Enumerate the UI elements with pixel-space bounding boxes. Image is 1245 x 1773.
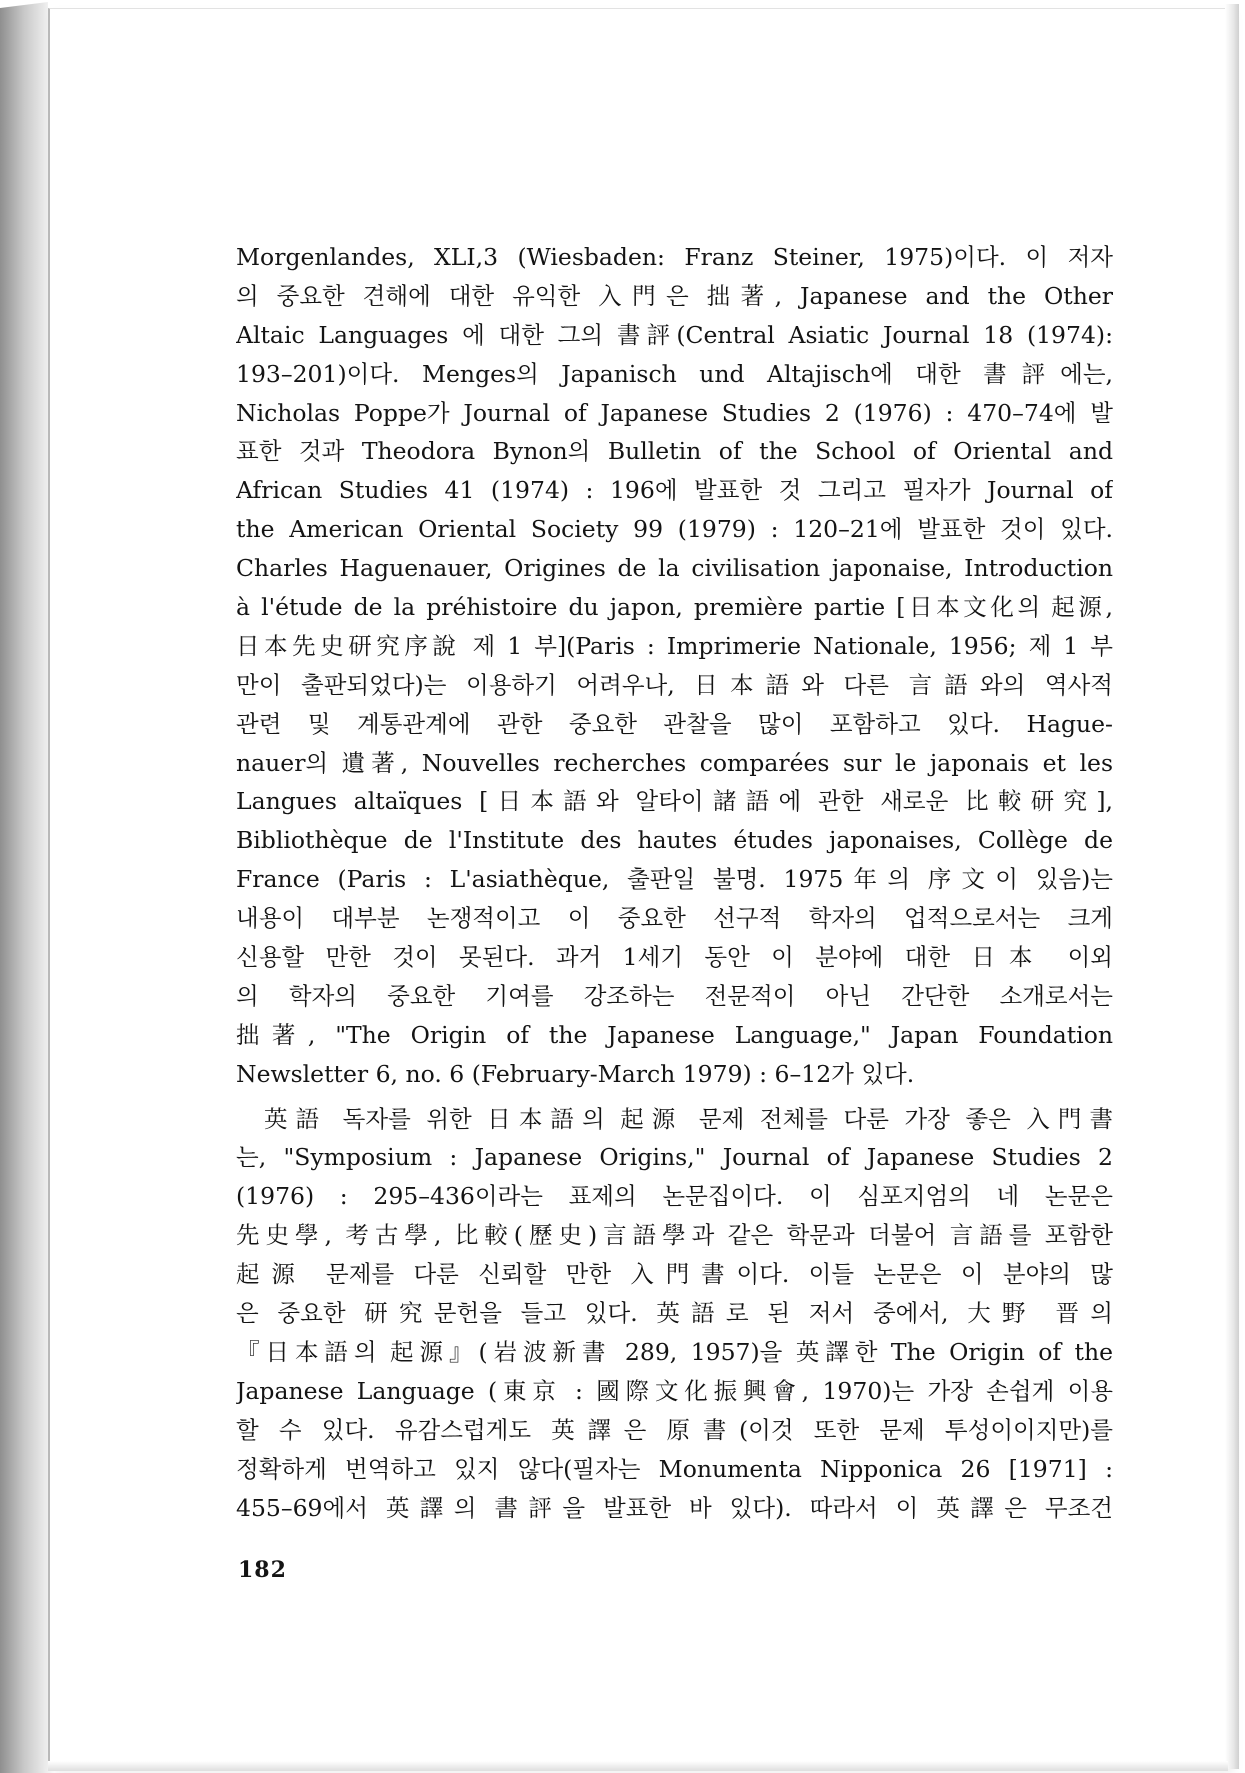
- text-line: Altaic Languages 에 대한 그의 書評(Central Asiatic Journal 18 (1974):: [236, 320, 1113, 349]
- text-line: nauer의 遺著, Nouvelles recherches comparées sur le japonais et les: [236, 748, 1113, 777]
- text-line: France (Paris : L'asiathèque, 출판일 불명. 1975年의 序文이 있음)는: [236, 865, 1113, 894]
- text-line: (1976) : 295–436이라는 표제의 논문집이다. 이 심포지엄의 네 논문은: [236, 1182, 1113, 1211]
- paragraph-2: [236, 1100, 1113, 1528]
- text-line: 관련 및 계통관계에 관한 중요한 관찰을 많이 포함하고 있다. Hague-: [236, 709, 1113, 738]
- text-line: 日本先史研究序說 제 1 부](Paris : Imprimerie Nationale, 1956; 제 1 부: [236, 631, 1113, 660]
- text-line: the American Oriental Society 99 (1979) : 120–21에 발표한 것이 있다.: [236, 515, 1113, 544]
- text-line: 起源 문제를 다룬 신뢰할 만한 入門書이다. 이들 논문은 이 분야의 많: [236, 1260, 1113, 1289]
- paragraph-1: [236, 238, 1113, 1094]
- text-line: Newsletter 6, no. 6 (February-March 1979) : 6–12가 있다.: [236, 1059, 915, 1088]
- text-line: Bibliothèque de l'Institute des hautes études japonaises, Collège de: [236, 826, 1113, 855]
- page-edge-right: [1225, 4, 1239, 1769]
- text-line: 193–201)이다. Menges의 Japanisch und Altajisch에 대한 書評에는,: [236, 359, 1113, 388]
- text-line: 내용이 대부분 논쟁적이고 이 중요한 선구적 학자의 업적으로서는 크게: [236, 904, 1113, 933]
- text-line: 의 중요한 견해에 대한 유익한 入門은 拙著, Japanese and the Other: [236, 281, 1113, 310]
- text-line: 신용할 만한 것이 못된다. 과거 1세기 동안 이 분야에 대한 日本 이외: [236, 943, 1113, 972]
- book-spine-shadow: [0, 0, 54, 1773]
- text-line: 정확하게 번역하고 있지 않다(필자는 Monumenta Nipponica 26 [1971] :: [236, 1454, 1113, 1483]
- text-line: 先史學, 考古學, 比較(歷史)言語學과 같은 학문과 더불어 言語를 포함한: [236, 1221, 1113, 1250]
- text-line: 의 학자의 중요한 기여를 강조하는 전문적이 아닌 간단한 소개로서는: [236, 981, 1113, 1010]
- text-line: à l'étude de la préhistoire du japon, première partie [日本文化의 起源,: [236, 593, 1113, 622]
- text-line: Langues altaïques [日本語와 알타이諸語에 관한 새로운 比較研究],: [236, 787, 1113, 816]
- text-line: 拙著, "The Origin of the Japanese Language," Japan Foundation: [236, 1020, 1113, 1049]
- text-line: Charles Haguenauer, Origines de la civilisation japonaise, Introduction: [236, 554, 1113, 583]
- page-number: 182: [238, 1557, 287, 1583]
- text-line: 표한 것과 Theodora Bynon의 Bulletin of the School of Oriental and: [236, 437, 1113, 466]
- text-line: 할 수 있다. 유감스럽게도 英譯은 原書(이것 또한 문제 투성이이지만)를: [236, 1415, 1113, 1444]
- text-line: 455–69에서 英譯의 書評을 발표한 바 있다). 따라서 이 英譯은 무조건: [236, 1493, 1113, 1522]
- text-line: 는, "Symposium : Japanese Origins," Journal of Japanese Studies 2: [236, 1143, 1113, 1172]
- page-edge-bottom: [48, 1761, 1228, 1771]
- text-line: 은 중요한 研究문헌을 들고 있다. 英語로 된 저서 중에서, 大野 晋의: [236, 1299, 1113, 1328]
- text-line: 『日本語의 起源』(岩波新書 289, 1957)을 英譯한 The Origin of the: [236, 1337, 1113, 1366]
- text-line: 英語 독자를 위한 日本語의 起源 문제 전체를 다룬 가장 좋은 入門書: [264, 1104, 1113, 1133]
- text-line: African Studies 41 (1974) : 196에 발표한 것 그리고 필자가 Journal of: [236, 476, 1113, 505]
- body-text: [236, 238, 1113, 1527]
- text-line: Morgenlandes, XLI,3 (Wiesbaden: Franz Steiner, 1975)이다. 이 저자: [236, 243, 1113, 271]
- text-line: Nicholas Poppe가 Journal of Japanese Studies 2 (1976) : 470–74에 발: [236, 398, 1113, 427]
- text-line: Japanese Language (東京 : 國際文化振興會, 1970)는 가장 손쉽게 이용: [236, 1376, 1113, 1405]
- text-line: 만이 출판되었다)는 이용하기 어려우나, 日本語와 다른 言語와의 역사적: [236, 670, 1113, 699]
